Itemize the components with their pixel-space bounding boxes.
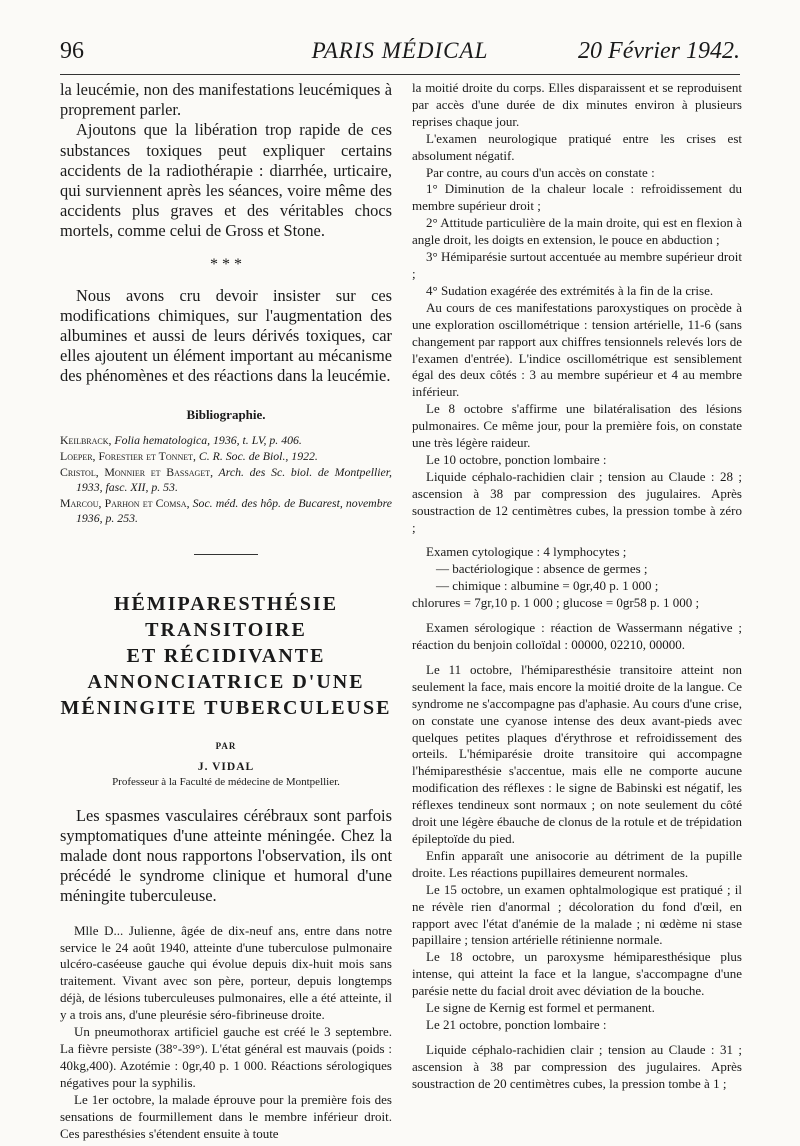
lab-results: [412, 544, 742, 612]
paragraph: la moitié droite du corps. Elles disparaissent et se reproduisent par accès d'une durée de dix minutes environ à plusieurs reprises chaque jour.: [412, 80, 742, 129]
bibliography-list: [60, 433, 392, 526]
paragraph: Le 1er octobre, la malade éprouve pour la première fois des sensations de fourmillement dans le membre inférieur droit. Ces paresthésies s'étendent ensuite à toute: [60, 1091, 392, 1141]
paragraph: 4° Sudation exagérée des extrémités à la fin de la crise.: [426, 282, 714, 298]
paragraph: Le 8 octobre s'affirme une bilatéralisation des lésions pulmonaires. Ce même jour, pour la première fois, on constate une très légère raideur.: [412, 401, 742, 451]
paragraph: Le 15 octobre, un examen ophtalmologique est pratiqué ; il ne révèle rien d'anormal ; décoloration du fond d'œil, en rapport avec l'état d'anémie de la malade ; ni œdème ni stase papillaire ; tension artérielle rétinienne normale.: [412, 881, 742, 948]
article-intro: Les spasmes vasculaires cérébraux sont parfois symptomatiques d'une atteinte méningée. Chez la malade dont nous rapportons l'observation, ils ont précédé le syndrome clinique et humoral d'une méningite tuberculeuse.: [60, 805, 392, 906]
lab-result-line: chlorures = 7gr,10 p. 1 000 ; glucose = 0gr58 p. 1 000 ;: [412, 595, 700, 611]
byline-par: PAR: [215, 740, 237, 751]
paragraph: Ajoutons que la libération trop rapide de ces substances toxiques peut expliquer certains accidents de la radiothérapie : diarrhée, urticaire, qui surviennent après les séances, voire même des accidents plus graves et des véritables chocs mortels, comme celui de Gross et Stone.: [60, 120, 392, 241]
paragraph: L'examen neurologique pratiqué entre les crises est absolument négatif.: [412, 130, 742, 163]
paragraph: Le 21 octobre, ponction lombaire :: [426, 1016, 607, 1032]
bibliography-entry: Keilbrack, Folia hematologica, 1936, t. LV, p. 406.: [60, 432, 302, 447]
paragraph: Le signe de Kernig est formel et permanent.: [426, 1000, 655, 1016]
journal-title: PARIS MÉDICAL: [311, 38, 489, 63]
bibliography-entry: Marcou, Parhon et Comsa, Soc. méd. des hôp. de Bucarest, novembre 1936, p. 253.: [60, 495, 392, 525]
right-column: [412, 80, 742, 1093]
author-name: J. VIDAL: [197, 760, 255, 773]
paragraph: Examen sérologique : réaction de Wassermann négative ; réaction du benjoin colloïdal : 00000, 02210, 00000.: [412, 620, 742, 652]
bibliography-entry: Cristol, Monnier et Bassaget, Arch. des Sc. biol. de Montpellier, 1933, fasc. XII, p. 53.: [60, 464, 392, 494]
article-separator: [194, 554, 258, 555]
header-rule: [60, 74, 740, 75]
paragraph: Un pneumothorax artificiel gauche est créé le 3 septembre. La fièvre persiste (38°-39°). L'état général est mauvais (poids : 40kg,400). Azotémie : 0gr,40 p. 1 000. Réactions sérologiques négatives pour la syphilis.: [60, 1024, 392, 1090]
lab-result-line: — bactériologique : absence de germes ;: [436, 561, 648, 577]
paragraph: Mlle D... Julienne, âgée de dix-neuf ans, entre dans notre service le 24 août 1940, atteinte d'une tuberculose pulmonaire ulcéro-caséeuse gauche qui évolue depuis dix-huit mois sans traitement. Vivant avec son père, porteur, depuis longtemps déjà, de lésions tuberculeuses pulmonaires, elle a été atteinte, il y a trois ans, d'une pleurésie séro-fibrineuse droite.: [60, 922, 392, 1023]
paragraph: Nous avons cru devoir insister sur ces modifications chimiques, sur l'augmentation des albumines et aussi de leurs dérivés toxiques, car elles ajoutent un élément important au mécanisme des phénomènes et des réactions dans la leucémie.: [60, 285, 392, 386]
author-affiliation: Professeur à la Faculté de médecine de Montpellier.: [112, 775, 340, 788]
left-column: [60, 80, 392, 1142]
article-title: HÉMIPARESTHÉSIE TRANSITOIRE ET RÉCIDIVANTE ANNONCIATRICE D'UNE MÉNINGITE TUBERCULEUSE: [60, 592, 392, 719]
paragraph: Le 11 octobre, l'hémiparesthésie transitoire atteint non seulement la face, mais encore la moitié droite de la langue. Ce syndrome ne s'accompagne pas d'aphasie. Au cours d'une crise, on constate une cyanose intense des deux avant-pieds avec quelques petites plaques d'érythrose et refroidissement des orteils. L'hémiparésie droite transitoire qui accompagne l'hémiparesthésie s'accentue, mais elle ne comporte aucune modification des réflexes : le signe de Babinski est négatif, les réflexes tendineux sont normaux ; on note seulement du côté droit une légère ébauche de clonus de la rotule et de trépidation épileptoïde du pied.: [412, 661, 742, 846]
section-separator-stars: * * *: [210, 255, 242, 273]
page-number: 96: [60, 38, 84, 64]
paragraph: Le 18 octobre, un paroxysme hémiparesthésique plus intense, qui atteint la face et la langue, s'accompagne d'une parésie nette du facial droit avec déviation de la bouche.: [412, 949, 742, 999]
issue-date: 20 Février 1942.: [578, 38, 740, 64]
page-header: [60, 38, 740, 72]
paragraph: 1° Diminution de la chaleur locale : refroidissement du membre supérieur droit ;: [412, 181, 742, 214]
paragraph: 2° Attitude particulière de la main droite, qui est en flexion à angle droit, les doigts en extension, le pouce en abduction ;: [412, 215, 742, 248]
paragraph: Liquide céphalo-rachidien clair ; tension au Claude : 28 ; ascension à 38 par compression des jugulaires. Après soustraction de 12 centimètres cubes, la pression tombe à zéro ;: [412, 468, 742, 535]
paragraph: Le 10 octobre, ponction lombaire :: [426, 451, 607, 467]
bibliography-heading: Bibliographie.: [186, 406, 266, 422]
paragraph: 3° Hémiparésie surtout accentuée au membre supérieur droit ;: [412, 249, 742, 281]
paragraph: Par contre, au cours d'un accès on constate :: [426, 164, 655, 180]
paragraph: Au cours de ces manifestations paroxystiques on procède à une exploration oscillométrique : tension artérielle, 11-6 (sans changement par rapport aux chiffres tensionnels relevés lors de l'examen d'entrée). L'indice oscillométrique est sensiblement égal des deux côtés : 3 au membre supérieur et 4 au membre inférieur.: [412, 299, 742, 400]
paragraph: Enfin apparaît une anisocorie au détriment de la pupille droite. Les réactions pupillaires demeurent normales.: [412, 847, 742, 880]
bibliography-entry: Loeper, Forestier et Tonnet, C. R. Soc. de Biol., 1922.: [60, 448, 318, 463]
paragraph: la leucémie, non des manifestations leucémiques à proprement parler.: [60, 80, 392, 120]
paragraph: Liquide céphalo-rachidien clair ; tension au Claude : 31 ; ascension à 38 par compression des jugulaires. Après soustraction de 20 centimètres cubes, la pression tombe à 1 ;: [412, 1041, 742, 1091]
lab-result-line: Examen cytologique : 4 lymphocytes ;: [426, 544, 627, 560]
lab-result-line: — chimique : albumine = 0gr,40 p. 1 000 ;: [436, 578, 659, 594]
